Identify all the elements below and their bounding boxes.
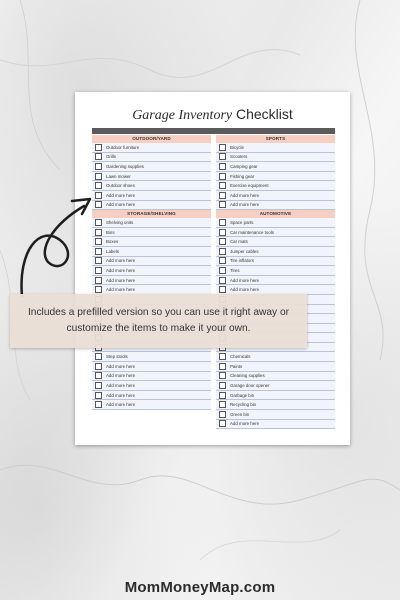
checklist-row: [216, 153, 335, 163]
checkbox[interactable]: [95, 382, 102, 389]
checklist-row: [216, 276, 335, 286]
checklist-item-label: Garage door opener: [230, 383, 270, 389]
checklist-row: [216, 172, 335, 182]
checkbox[interactable]: [219, 286, 226, 293]
checklist-item-label: Scooters: [230, 154, 248, 160]
checklist-row: [92, 400, 211, 410]
checklist-item-label: Add more here: [106, 373, 136, 379]
checkbox[interactable]: [219, 363, 226, 370]
checklist-item-label: Camping gear: [230, 163, 258, 169]
checkbox[interactable]: [95, 173, 102, 180]
checkbox[interactable]: [219, 248, 226, 255]
checklist-item-label: Tire inflators: [230, 258, 254, 264]
checklist-row: [216, 218, 335, 228]
checkbox[interactable]: [219, 229, 226, 236]
category-header: STORAGE/SHELVING: [92, 210, 211, 218]
checklist-item-label: Add more here: [230, 202, 260, 208]
checklist-item-label: Step stools: [106, 354, 128, 360]
checklist-item-label: Add more here: [230, 287, 260, 293]
checklist-item-label: Chemicals: [230, 354, 251, 360]
checklist-sheet: [75, 92, 350, 445]
checkbox[interactable]: [95, 248, 102, 255]
checklist-item-label: Add more here: [230, 277, 260, 283]
checklist-item-label: Add more here: [106, 383, 136, 389]
checklist-item-label: Car mats: [230, 239, 248, 245]
checklist-item-label: Fishing gear: [230, 173, 255, 179]
checkbox[interactable]: [219, 353, 226, 360]
checklist-item-label: Garbage bin: [230, 392, 255, 398]
checklist-item-label: Add more here: [106, 192, 136, 198]
category-header: OUTDOOR/YARD: [92, 135, 211, 143]
checklist-row: [92, 143, 211, 153]
checkbox[interactable]: [95, 257, 102, 264]
checkbox[interactable]: [219, 153, 226, 160]
checklist-item-label: Tires: [230, 267, 240, 273]
checkbox[interactable]: [95, 192, 102, 199]
checklist-row: [92, 162, 211, 172]
checklist-item-label: Paints: [230, 363, 243, 369]
checkbox[interactable]: [219, 277, 226, 284]
checklist-row: [92, 191, 211, 201]
checklist-item-label: Bins: [106, 229, 115, 235]
checklist-item-label: Exercise equipment: [230, 183, 269, 189]
checkbox[interactable]: [95, 163, 102, 170]
checklist-row: [216, 352, 335, 362]
checkbox[interactable]: [219, 238, 226, 245]
checkbox[interactable]: [219, 144, 226, 151]
checklist-item-label: Outdoor furniture: [106, 144, 140, 150]
checklist-row: [216, 381, 335, 391]
checkbox[interactable]: [95, 392, 102, 399]
checkbox[interactable]: [219, 201, 226, 208]
checkbox[interactable]: [95, 267, 102, 274]
checkbox[interactable]: [219, 192, 226, 199]
checklist-row: [216, 391, 335, 401]
left-column: [92, 135, 211, 410]
checkbox[interactable]: [95, 144, 102, 151]
checklist-item-label: Recycling bin: [230, 402, 257, 408]
checklist-item-label: Add more here: [106, 277, 136, 283]
checklist-row: [92, 153, 211, 163]
checklist-item-label: Add more here: [106, 267, 136, 273]
checklist-item-label: Add more here: [106, 402, 136, 408]
checkbox[interactable]: [219, 163, 226, 170]
checkbox[interactable]: [95, 353, 102, 360]
checklist-item-label: Space parts: [230, 219, 254, 225]
checklist-row: [216, 247, 335, 257]
checklist-row: [92, 247, 211, 257]
checklist-row: [92, 257, 211, 267]
checkbox[interactable]: [95, 219, 102, 226]
checklist-row: [92, 218, 211, 228]
checkbox[interactable]: [219, 372, 226, 379]
checkbox[interactable]: [219, 392, 226, 399]
sheet-title-plain: Checklist: [236, 106, 293, 122]
checklist-row: [216, 228, 335, 238]
checklist-row: [216, 162, 335, 172]
sheet-title: [75, 106, 350, 124]
checklist-item-label: Grills: [106, 154, 116, 160]
checklist-row: [216, 266, 335, 276]
checklist-row: [92, 372, 211, 382]
checkbox[interactable]: [95, 401, 102, 408]
checkbox[interactable]: [95, 286, 102, 293]
checklist-item-label: Cleaning supplies: [230, 373, 265, 379]
checkbox[interactable]: [219, 219, 226, 226]
checklist-row: [92, 228, 211, 238]
checklist-row: [216, 410, 335, 420]
checklist-item-label: Add more here: [106, 258, 136, 264]
checklist-row: [92, 352, 211, 362]
checklist-item-label: Jumper cables: [230, 248, 259, 254]
checkbox[interactable]: [219, 267, 226, 274]
checklist-row: [216, 181, 335, 191]
checklist-item-label: Bicycle: [230, 144, 244, 150]
checklist-row: [216, 257, 335, 267]
checkbox[interactable]: [95, 153, 102, 160]
checkbox[interactable]: [95, 201, 102, 208]
checkbox[interactable]: [95, 182, 102, 189]
checkbox[interactable]: [219, 182, 226, 189]
checkbox[interactable]: [219, 411, 226, 418]
checklist-row: [92, 201, 211, 211]
checklist-row: [216, 143, 335, 153]
checklist-item-label: Gardening supplies: [106, 163, 144, 169]
right-column: [216, 135, 335, 429]
checklist-row: [216, 400, 335, 410]
checklist-row: [92, 266, 211, 276]
checklist-item-label: Add more here: [106, 287, 136, 293]
checklist-row: [92, 172, 211, 182]
checklist-item-label: Add more here: [106, 202, 136, 208]
checkbox[interactable]: [219, 420, 226, 427]
checklist-item-label: Outdoor shoes: [106, 183, 135, 189]
checklist-row: [92, 381, 211, 391]
checkbox[interactable]: [95, 277, 102, 284]
checklist-item-label: Boxes: [106, 239, 119, 245]
site-footer: MomMoneyMap.com: [124, 579, 276, 596]
sheet-title-script: Garage Inventory: [132, 108, 233, 123]
checkbox[interactable]: [219, 401, 226, 408]
checklist-row: [216, 372, 335, 382]
checklist-row: [92, 276, 211, 286]
checkbox[interactable]: [219, 173, 226, 180]
checklist-item-label: Lawn mower: [106, 173, 131, 179]
checklist-item-label: Add more here: [230, 421, 260, 427]
checklist-item-label: Add more here: [106, 363, 136, 369]
checklist-row: [92, 391, 211, 401]
checklist-row: [92, 362, 211, 372]
checkbox[interactable]: [95, 372, 102, 379]
checklist-row: [216, 362, 335, 372]
checklist-row: [216, 201, 335, 211]
checklist-item-label: Labels: [106, 248, 119, 254]
checkbox[interactable]: [219, 382, 226, 389]
checkbox[interactable]: [95, 238, 102, 245]
top-bar: [92, 128, 335, 134]
category-header: SPORTS: [216, 135, 335, 143]
checklist-item-label: Car maintenance tools: [230, 229, 274, 235]
checklist-row: [92, 181, 211, 191]
promo-banner: [10, 294, 307, 348]
checklist-row: [216, 191, 335, 201]
checklist-row: [92, 237, 211, 247]
checklist-row: [216, 420, 335, 430]
checklist-row: [216, 237, 335, 247]
checkbox[interactable]: [95, 363, 102, 370]
checklist-item-label: Green bin: [230, 411, 250, 417]
banner-text: Includes a prefilled version so you can use it right away or customize the items to make it your own.: [27, 307, 290, 334]
checkbox[interactable]: [219, 257, 226, 264]
checklist-item-label: Shelving units: [106, 219, 134, 225]
checkbox[interactable]: [95, 229, 102, 236]
category-header: AUTOMOTIVE: [216, 210, 335, 218]
checklist-item-label: Add more here: [230, 192, 260, 198]
checklist-item-label: Add more here: [106, 392, 136, 398]
